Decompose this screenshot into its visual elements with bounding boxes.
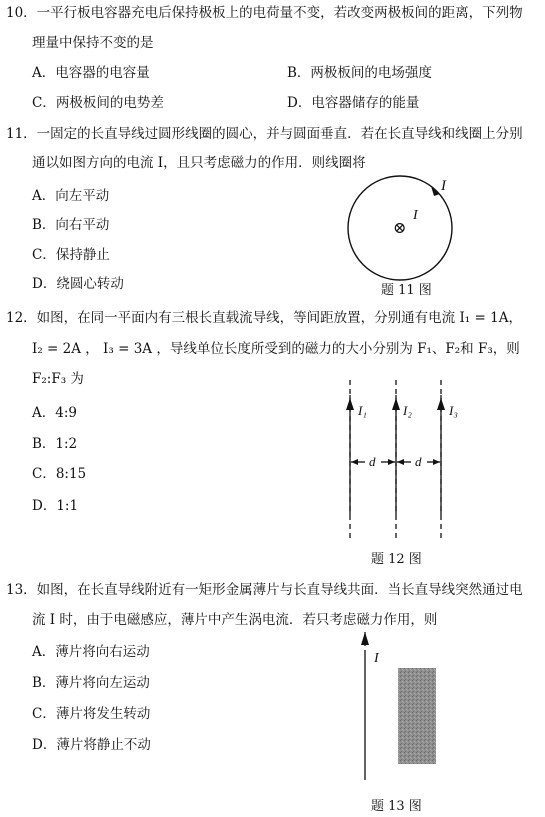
q13-stem-line2: 流 I 时，由于电磁感应，薄片中产生涡电流．若只考虑磁力作用，则 — [32, 612, 438, 628]
q11-option-a: A．向左平动 — [32, 188, 110, 204]
q10-option-d: D．电容器储存的能量 — [287, 95, 420, 111]
q10-option-c: C．两极板间的电势差 — [32, 95, 164, 111]
q11-option-c: C．保持静止 — [32, 247, 110, 263]
fig11-coil-current-label: I — [441, 178, 446, 194]
metal-sheet — [398, 668, 436, 764]
q12-stem-line2: I₂ = 2A ， I₃ = 3A ，导线单位长度所受到的磁力的大小分别为 F₁、F₂和 F₃，则 — [32, 341, 520, 357]
fig11-wire-current-label: I — [413, 208, 418, 223]
q10-stem-line2: 理量中保持不变的是 — [32, 35, 154, 51]
q11-stem-line1: 11．一固定的长直导线过圆形线圈的圆心，并与圆面垂直．若在长直导线和线圈上分别 — [6, 126, 523, 142]
q10-option-b: B．两极板间的电场强度 — [287, 65, 432, 81]
q12-option-c: C．8:15 — [32, 466, 87, 482]
fig12-spacing-label-2: d — [415, 454, 422, 469]
q12-stem-line1: 12．如图，在同一平面内有三根长直载流导线，等间距放置，分别通有电流 I₁ = 1A， — [6, 310, 522, 326]
fig12-label-i3: I₃ — [449, 403, 458, 418]
q13-option-a: A．薄片将向右运动 — [32, 644, 150, 660]
fig12-spacing-label-1: d — [369, 454, 376, 469]
q12-option-d: D．1:1 — [32, 498, 79, 514]
q13-option-b: B．薄片将向左运动 — [32, 675, 150, 691]
q11-stem-line2: 通以如图方向的电流 I，且只考虑磁力的作用．则线圈将 — [32, 155, 366, 171]
q10-option-a: A．电容器的电容量 — [32, 65, 150, 81]
q11-option-d: D．绕圆心转动 — [32, 276, 124, 292]
fig12-caption: 题 12 图 — [371, 552, 422, 567]
fig13-current-arrow — [361, 632, 369, 645]
q11-option-b: B．向右平动 — [32, 217, 110, 233]
wire-into-page-icon: ⊗ — [393, 218, 407, 237]
fig13-caption: 题 13 图 — [371, 799, 422, 814]
q13-option-d: D．薄片将静止不动 — [32, 737, 151, 753]
fig12-label-i2: I₂ — [403, 403, 412, 418]
q13-option-c: C．薄片将发生转动 — [32, 706, 151, 722]
fig12-label-i1: I₁ — [358, 403, 367, 418]
fig11-caption: 题 11 图 — [381, 283, 432, 298]
q10-stem-line1: 10．一平行板电容器充电后保持极板上的电荷量不变，若改变两极板间的距离，下列物 — [6, 5, 523, 21]
q13-stem-line1: 13．如图，在长直导线附近有一矩形金属薄片与长直导线共面．当长直导线突然通过电 — [6, 582, 523, 598]
q12-option-a: A．4:9 — [32, 405, 77, 421]
q12-option-b: B．1:2 — [32, 436, 78, 452]
fig13-current-label: I — [374, 651, 379, 666]
q12-stem-line3: F₂:F₃ 为 — [32, 371, 84, 387]
